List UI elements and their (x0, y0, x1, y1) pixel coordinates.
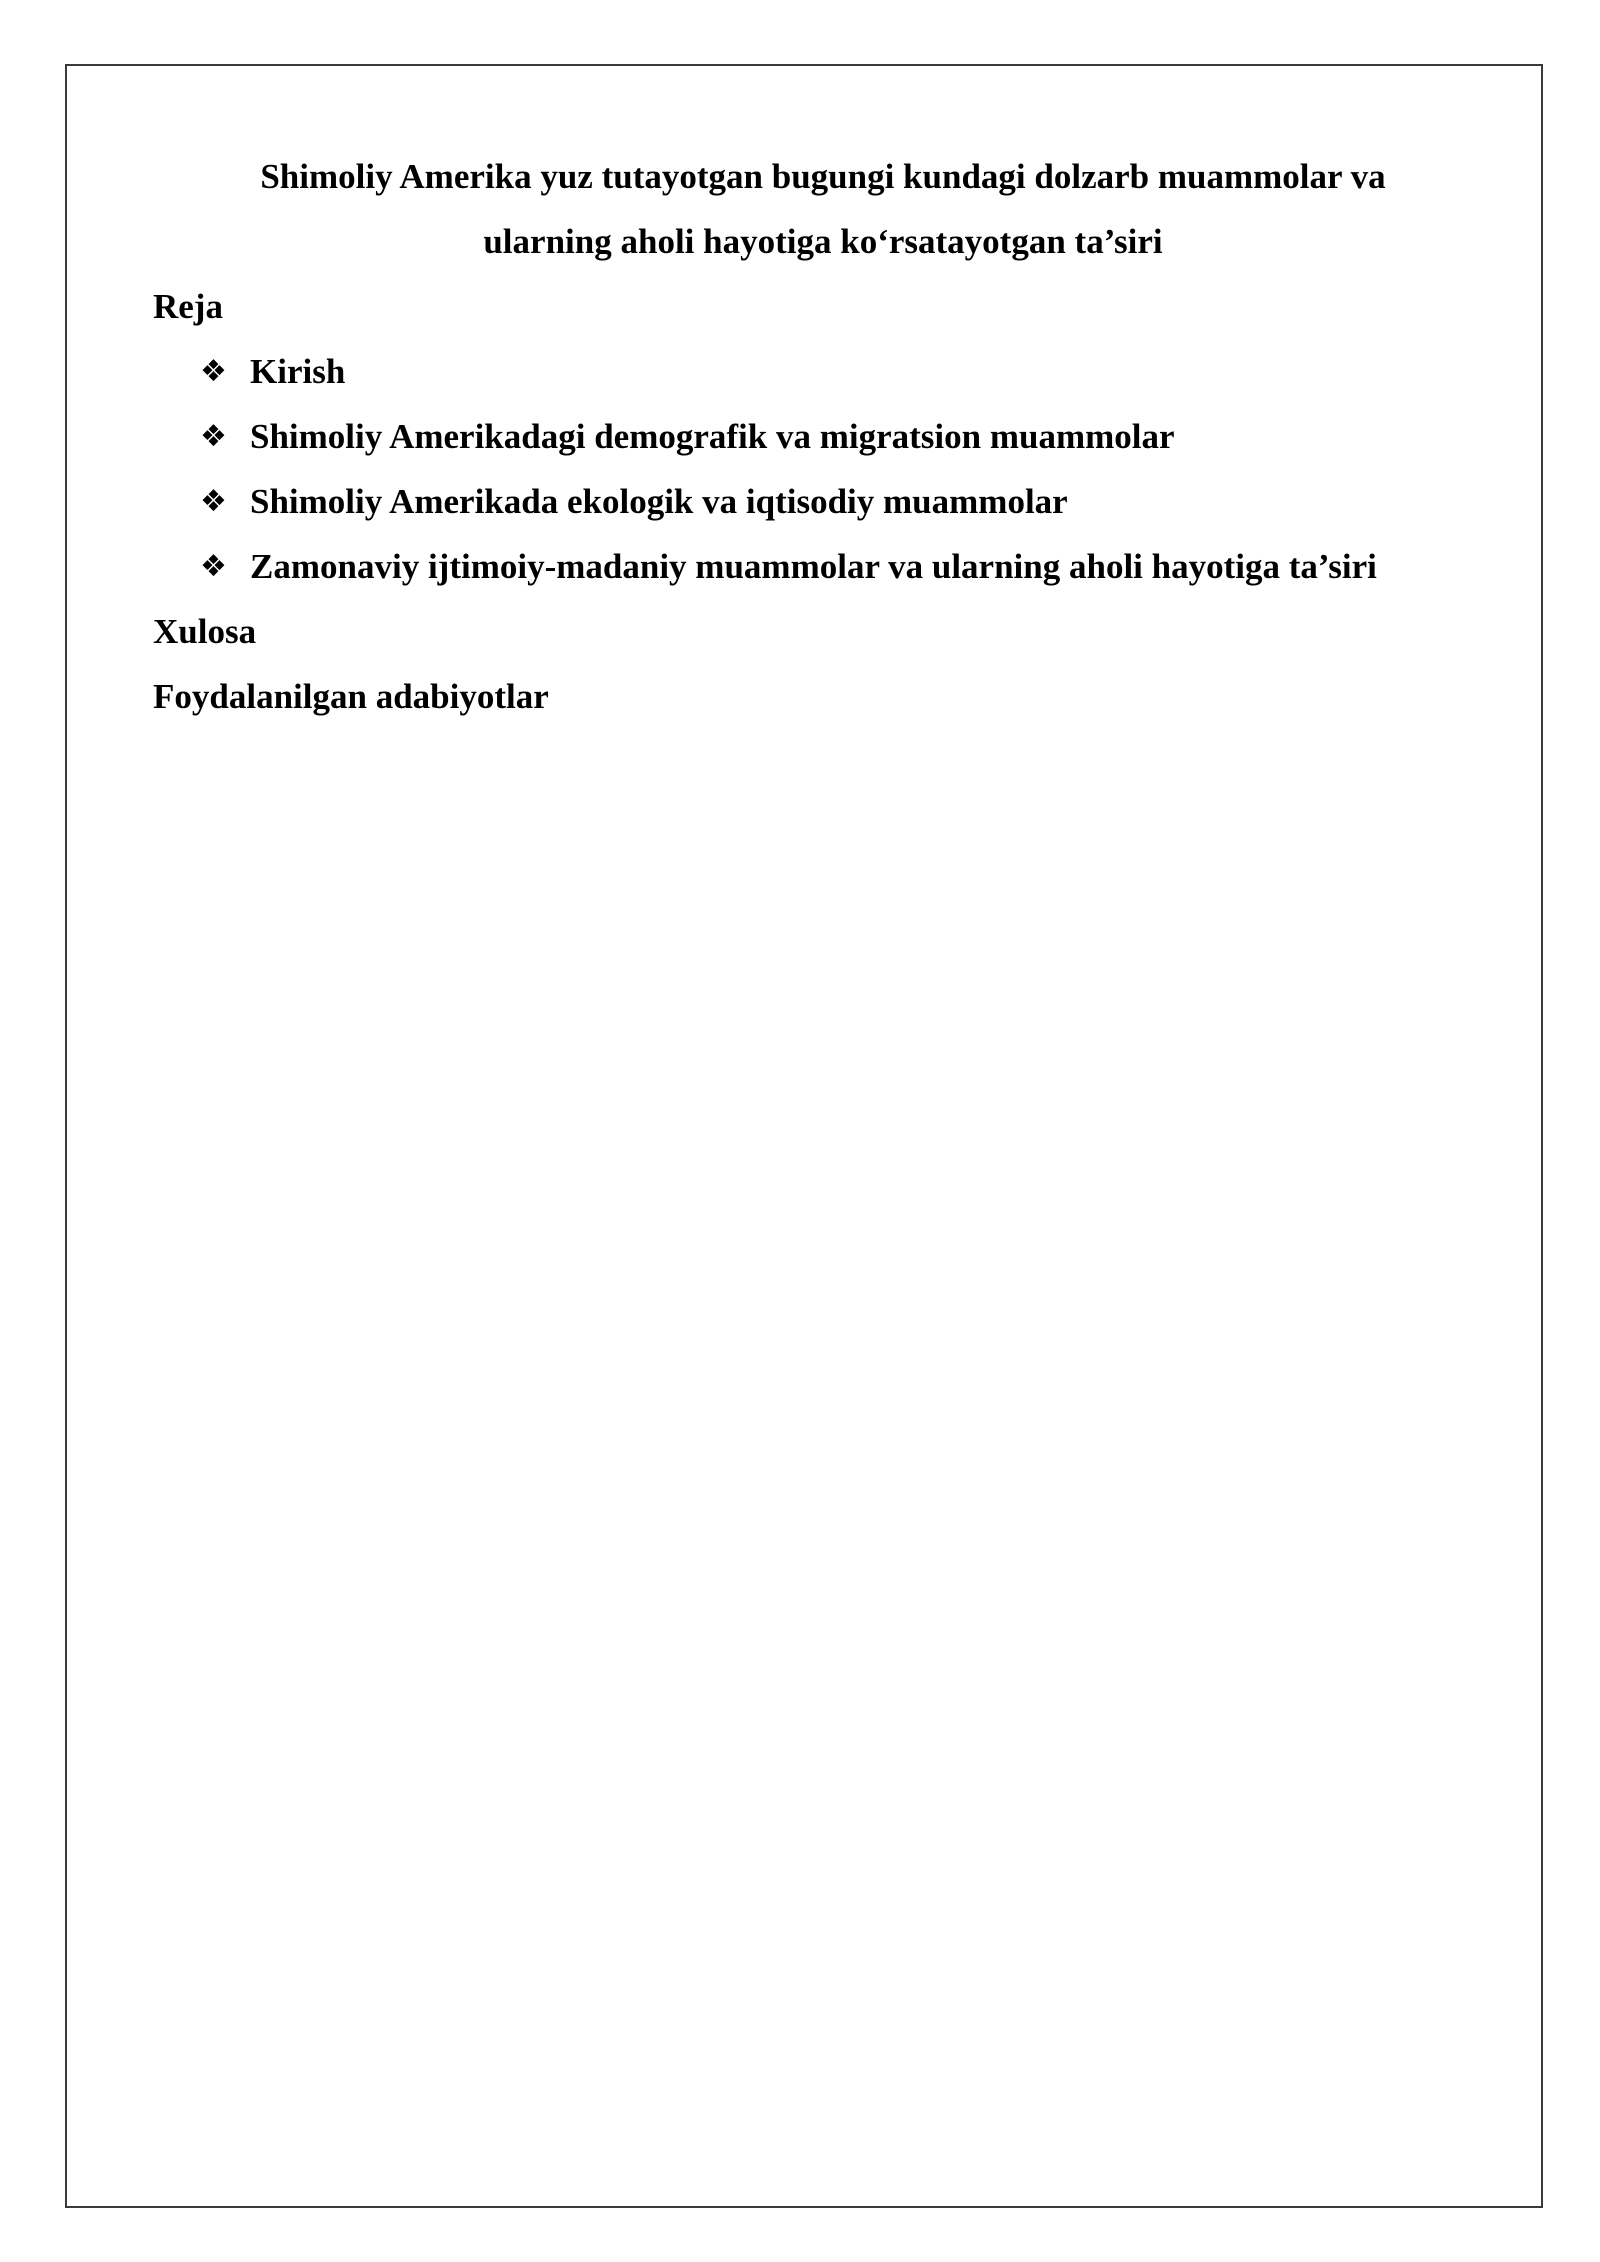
title-line-1: Shimoliy Amerika yuz tutayotgan bugungi kundagi dolzarb muammolar va (260, 157, 1386, 196)
list-item (200, 534, 1377, 599)
diamond-bullet-icon: ❖ (200, 354, 227, 389)
document-title (153, 144, 1493, 274)
plan-item-label: Shimoliy Amerikadagi demografik va migratsion muammolar (250, 417, 1175, 456)
plan-item-label: Zamonaviy ijtimoiy-madaniy muammolar va ularning aholi hayotiga ta’siri (250, 547, 1377, 586)
title-line-2: ularning aholi hayotiga ko‘rsatayotgan ta’siri (483, 222, 1163, 261)
diamond-bullet-icon: ❖ (200, 419, 227, 454)
diamond-bullet-icon: ❖ (200, 549, 227, 584)
plan-item-label: Kirish (250, 352, 346, 391)
plan-item-label: Shimoliy Amerikada ekologik va iqtisodiy muammolar (250, 482, 1068, 521)
diamond-bullet-icon: ❖ (200, 484, 227, 519)
conclusion-heading: Xulosa (153, 612, 257, 651)
plan-list (200, 339, 1377, 599)
list-item (200, 404, 1377, 469)
plan-heading: Reja (153, 287, 223, 326)
list-item (200, 469, 1377, 534)
references-heading: Foydalanilgan adabiyotlar (153, 677, 549, 716)
list-item (200, 339, 1377, 404)
